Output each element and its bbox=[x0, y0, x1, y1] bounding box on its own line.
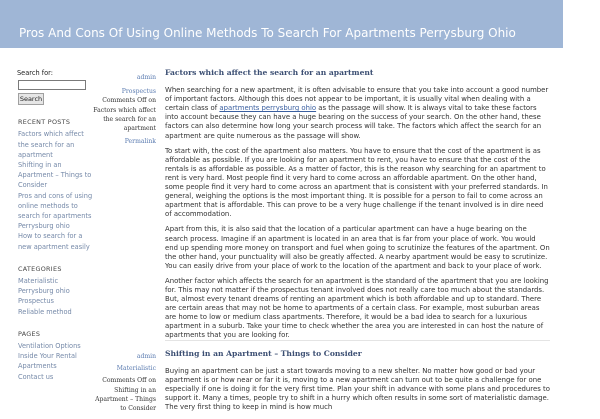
post-author[interactable]: admin bbox=[136, 353, 156, 360]
post-paragraph: To start with, the cost of the apartment also matters. You have to ensure that the cost of the apartment is as affordable as possible. If you are looking for an apartment to rent, you have to ensure that the cost of the rentals is as affordable as possible. As a matter of factor, this is the reason why searching for an apartment to rent is very hard. Most people find it very hard to come across an affordable apartment. On the other hand, some people find it very hard to come across an apartment that is consistent with your preferred standards. In general, weighing the options is the most important thing. It is possible for a person to fail to come across an apartment that is affordable. This can prove to be a very huge challenge if the tenant involved is in dire need of accommodation. bbox=[165, 146, 548, 219]
recent-post-link[interactable]: Pros and cons of using online methods to search for apartments Perrysburg ohio bbox=[18, 191, 93, 231]
site-header bbox=[0, 0, 563, 48]
recent-post-link[interactable]: Shifting in an Apartment – Things to Consider bbox=[18, 161, 92, 190]
post-article bbox=[165, 68, 550, 347]
search-input[interactable] bbox=[18, 80, 86, 90]
page-link[interactable]: Ventilation Options Inside Your Rental Apartments bbox=[18, 342, 81, 371]
inline-link[interactable]: apartments perrysburg ohio bbox=[219, 104, 317, 113]
post-category[interactable]: Materialistic bbox=[116, 365, 156, 373]
post-meta bbox=[90, 352, 156, 413]
pages-heading: PAGES bbox=[18, 329, 41, 338]
post-title[interactable]: Factors which affect the search for an apartment bbox=[165, 68, 374, 77]
categories-heading: CATEGORIES bbox=[18, 264, 62, 273]
post-meta bbox=[90, 73, 156, 146]
page-link[interactable]: Contact us bbox=[18, 372, 54, 381]
post-permalink[interactable]: Permalink bbox=[124, 138, 156, 146]
post-category[interactable]: Prospectus bbox=[121, 88, 156, 96]
post-paragraph: Apart from this, it is also said that the location of a particular apartment can have a huge bearing on the search process. Imagine if an apartment is located in an area that is far from your place of work. You would end up spending more money on transport and fuel when going to scrutinize the features of the apartment. On the other hand, your punctuality will also be greatly affected. A nearby apartment would be easy to scrutinize. You can easily drive from your place of work to the location of the apartment and back to your place of work. bbox=[165, 225, 550, 270]
site-title[interactable]: Pros And Cons Of Using Online Methods To Search For Apartments Perrysburg Ohio bbox=[19, 26, 516, 40]
post-comments: Comments Off on Shifting in an Apartment – Things to Consider bbox=[95, 377, 156, 413]
post-comments: Comments Off on Factors which affect the search for an apartment bbox=[93, 97, 156, 133]
recent-post-link[interactable]: How to search for a new apartment easily bbox=[18, 232, 90, 251]
post-article bbox=[165, 349, 550, 419]
recent-post-link[interactable]: Factors which affect the search for an apartment bbox=[18, 130, 84, 159]
sidebar bbox=[17, 68, 95, 382]
post-title[interactable]: Shifting in an Apartment – Things to Consider bbox=[165, 349, 362, 358]
post-paragraph: Another factor which affects the search for an apartment is the standard of the apartment that you are looking for. This may not matter if the prospectus tenant involved does not really care too much about the standards. But, almost every tenant dreams of renting an apartment which is both affordable and up to standard. There are certain areas that may not be home to apartments of a certain class. For example, most suburban areas are home to low or medium class apartments. Therefore, it would be a bad idea to search for a luxurious apartment in a suburb. Take your time to check whether the area you are interested in can host the nature of apartments that you are looking for. bbox=[165, 276, 549, 340]
search-label: Search for: bbox=[17, 69, 53, 77]
search-button[interactable]: Search bbox=[19, 95, 43, 104]
post-paragraph: Buying an apartment can be just a start towards moving to a new shelter. No matter how good or bad your apartment is or how near or far it is, moving to a new apartment can turn out to be quite a challenge for one especially if one is doing it for the very first time. Plan your shift in advance with some plans and procedures to support it. Many a times, people try to shift in a hurry which often results in some sort of materialistic damage. The very first thing to keep in mind is how much bbox=[165, 367, 550, 412]
post-divider bbox=[165, 340, 550, 341]
post-author[interactable]: admin bbox=[136, 74, 156, 81]
category-link[interactable]: Perrysburg ohio bbox=[18, 287, 70, 296]
post-paragraph: When searching for a new apartment, it is often advisable to ensure that you take into account a good number of important factors. Although this does not appear to be important, it is usually vital when dealing with a certain class of apartments perrysburg ohio as the passage will show. It is always vital to take these factors into account because they can have a huge bearing on the success of your search. On the other hand, these factors can also determine how long your search process will take. The factors which affect the search for an apartment are quite numerous as the passage will show. bbox=[165, 86, 549, 140]
recent-posts-heading: RECENT POSTS bbox=[18, 118, 71, 127]
category-link[interactable]: Prospectus bbox=[18, 297, 54, 306]
category-link[interactable]: Materialistic bbox=[18, 277, 59, 286]
category-link[interactable]: Reliable method bbox=[18, 307, 72, 316]
